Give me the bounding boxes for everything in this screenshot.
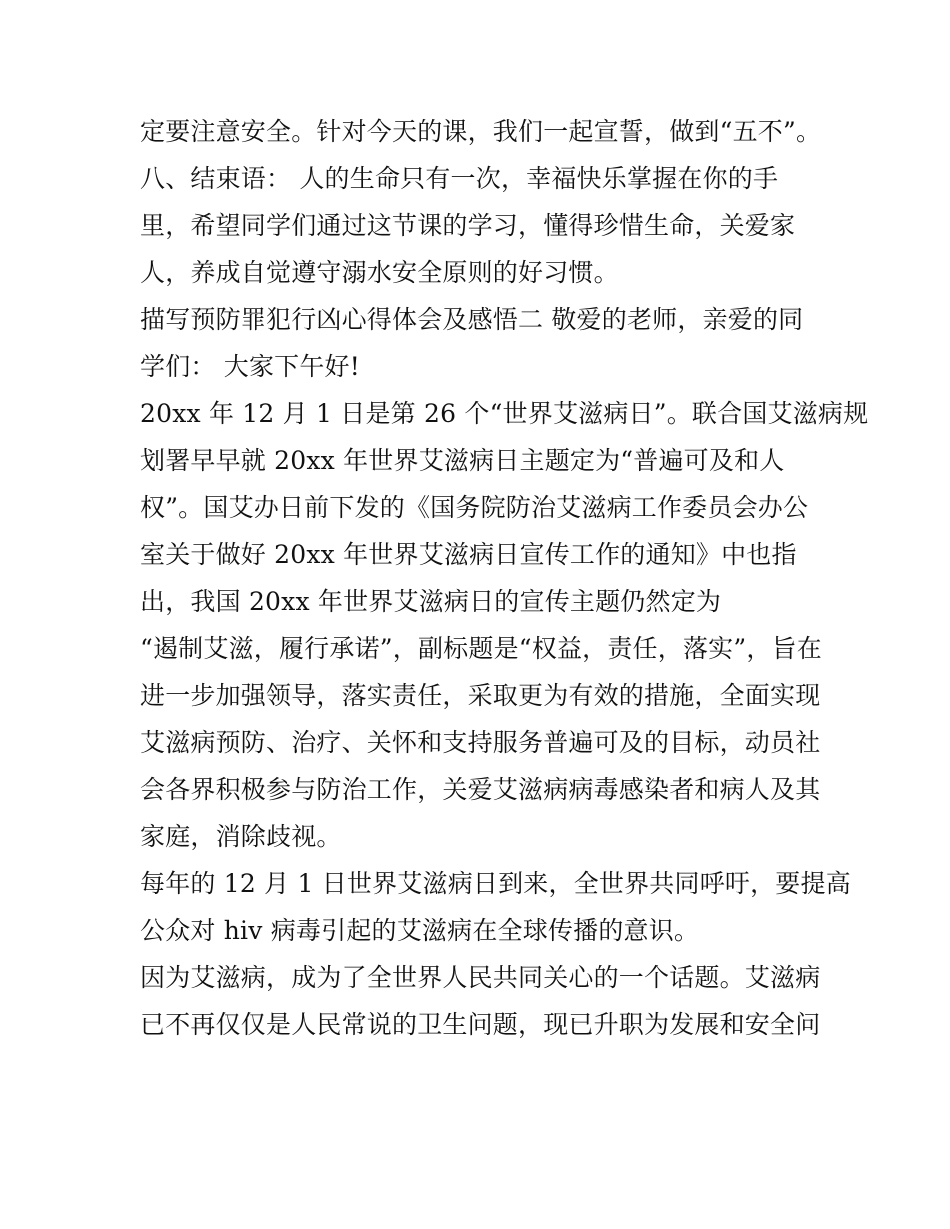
text-line: 因为艾滋病，成为了全世界人民共同关心的一个话题。艾滋病 [140,963,821,992]
body-text [140,108,869,1048]
text-line: 进一步加强领导，落实责任，采取更为有效的措施，全面实现 [140,681,821,710]
text-line: 人，养成自觉遵守溺水安全原则的好习惯。 [140,258,619,287]
text-line: 权”。国艾办日前下发的《国务院防治艾滋病工作委员会办公 [140,493,809,522]
text-line: 每年的 12 月 1 日世界艾滋病日到来，全世界共同呼吁，要提高 [140,869,851,898]
text-line: 学们： 大家下午好! [140,352,360,381]
text-line: 20xx 年 12 月 1 日是第 26 个“世界艾滋病日”。联合国艾滋病规 [140,399,869,428]
text-line: 室关于做好 20xx 年世界艾滋病日宣传工作的通知》中也指 [140,540,797,569]
text-line: 艾滋病预防、治疗、关怀和支持服务普遍可及的目标，动员社 [140,728,821,757]
text-line: 已不再仅仅是人民常说的卫生问题，现已升职为发展和安全问 [140,1010,821,1039]
text-line: 会各界积极参与防治工作，关爱艾滋病病毒感染者和病人及其 [140,775,821,804]
text-line: 公众对 hiv 病毒引起的艾滋病在全球传播的意识。 [140,916,700,945]
text-line: 定要注意安全。针对今天的课，我们一起宣誓，做到“五不”。 [140,117,822,146]
text-line: 八、结束语： 人的生命只有一次，幸福快乐掌握在你的手 [140,164,779,193]
text-line: 描写预防罪犯行凶心得体会及感悟二 敬爱的老师，亲爱的同 [140,305,804,334]
text-line: 家庭，消除歧视。 [140,822,342,851]
text-line: 出，我国 20xx 年世界艾滋病日的宣传主题仍然定为 [140,587,722,616]
text-line: 里，希望同学们通过这节课的学习，懂得珍惜生命，关爱家 [140,211,796,240]
text-line: 划署早早就 20xx 年世界艾滋病日主题定为“普遍可及和人 [140,446,785,475]
text-line: “遏制艾滋，履行承诺”，副标题是“权益，责任，落实”，旨在 [140,634,822,663]
